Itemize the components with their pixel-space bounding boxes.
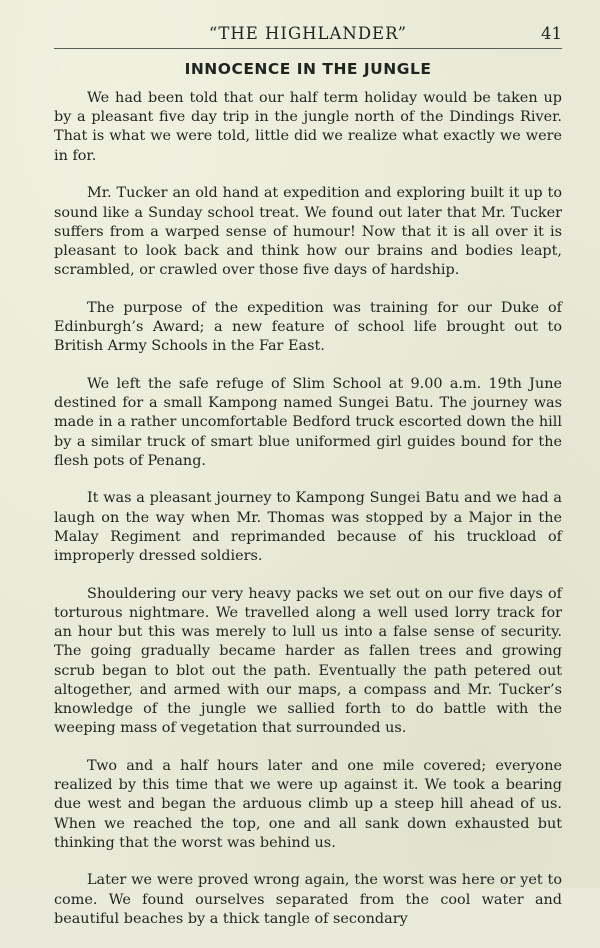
paragraph: We had been told that our half term holiday would be taken up by a pleasant five day trip in the jungle north of the Dindings River. That is what we were told, little did we realize what exactly we were in for.	[54, 90, 562, 164]
running-head	[54, 24, 562, 48]
paragraph: Two and a half hours later and one mile covered; everyone realized by this time that we were up against it. We took a bearing due west and began the arduous climb up a steep hill ahead of us. When we reached the top, one and all sank down exhausted but thinking that the worst was behind us.	[54, 757, 562, 851]
paragraph: The purpose of the expedition was training for our Duke of Edinburgh’s Award; a new feature of school life brought out to British Army Schools in the Far East.	[54, 299, 562, 355]
page-number: 41	[541, 24, 562, 43]
article-title: INNOCENCE IN THE JUNGLE	[184, 60, 432, 78]
paragraph: We left the safe refuge of Slim School at 9.00 a.m. 19th June destined for a small Kampong named Sungei Batu. The journey was made in a rather uncomfortable Bedford truck escorted down the hill by a similar truck of smart blue uniformed girl guides bound for the flesh pots of Penang.	[54, 375, 562, 469]
paragraph: Shouldering our very heavy packs we set out on our five days of torturous nightmare. We travelled along a well used lorry track for an hour but this was merely to lull us into a false sense of security. The going gradually became harder as fallen trees and growing scrub began to blot out the path. Eventually the path petered out altogether, and armed with our maps, a compass and Mr. Tucker’s knowledge of the jungle we sallied forth to do battle with the weeping mass of vegetation that surrounded us.	[54, 585, 562, 737]
paragraph: It was a pleasant journey to Kampong Sungei Batu and we had a laugh on the way when Mr. Thomas was stopped by a Major in the Malay Regiment and reprimanded because of his truckload of improperly dressed soldiers.	[54, 490, 562, 565]
paragraph: Mr. Tucker an old hand at expedition and exploring built it up to sound like a Sunday school treat. We found out later that Mr. Tucker suffers from a warped sense of humour! Now that it is all over it is pleasant to look back and think how our brains and bodies leapt, scrambled, or crawled over those five days of hardship.	[54, 185, 562, 279]
paragraph: Later we were proved wrong again, the worst was here or yet to come. We found ourselves separated from the cool water and beautiful beaches by a thick tangle of secondary	[54, 872, 562, 927]
article-body	[54, 89, 562, 948]
header-rule	[54, 48, 562, 49]
running-title: “THE HIGHLANDER”	[208, 24, 408, 43]
